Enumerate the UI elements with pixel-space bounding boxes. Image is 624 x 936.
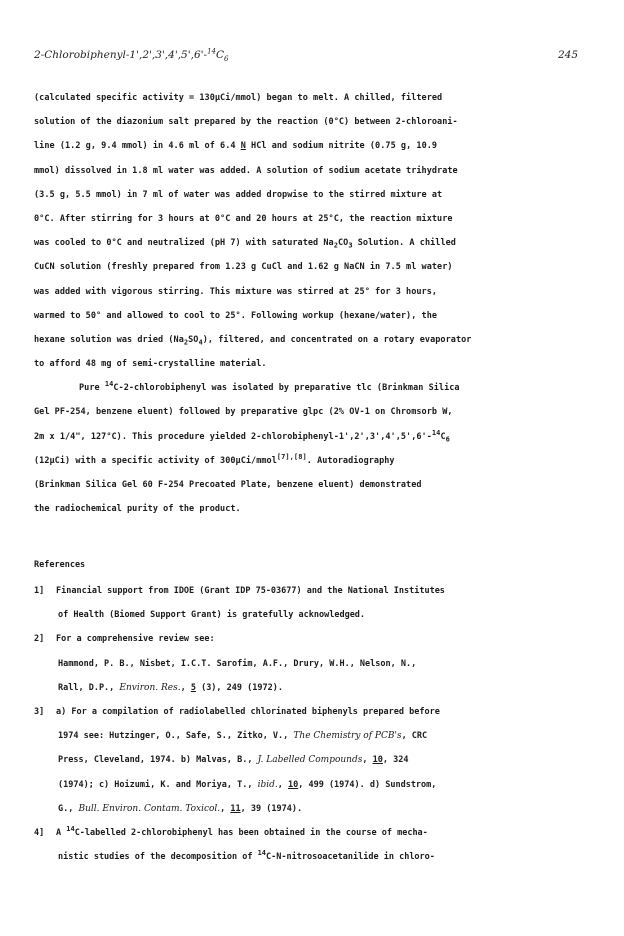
reference-line: (1974); c) Hoizumi, K. and Moriya, T., ibid., 10, 499 (1974). d) Sundstrom, <box>58 779 437 790</box>
reference-line: G., Bull. Environ. Contam. Toxicol., 11, 39 (1974). <box>58 803 303 814</box>
references-heading: References <box>34 560 86 570</box>
text-line: (calculated specific activity = 130μCi/mmol) began to melt. A chilled, filtered <box>34 93 443 103</box>
text-line: was added with vigorous stirring. This mixture was stirred at 25° for 3 hours, <box>34 286 438 297</box>
text-line: (Brinkman Silica Gel 60 F-254 Precoated Plate, benzene eluent) demonstrated <box>34 480 422 490</box>
reference-item: 1] Financial support from IDOE (Grant IDP 75-03677) and the National Institutes <box>34 586 445 596</box>
reference-line: Press, Cleveland, 1974. b) Malvas, B., J. Labelled Compounds, 10, 324 <box>58 755 409 766</box>
text-line: (3.5 g, 5.5 mmol) in 7 ml of water was added dropwise to the stirred mixture at <box>34 189 443 200</box>
reference-line: Hammond, P. B., Nisbet, I.C.T. Sarofim, A.F., Drury, W.H., Nelson, N., <box>58 658 417 669</box>
references-section <box>34 560 594 876</box>
text-line: was cooled to 0°C and neutralized (pH 7) with saturated $Na_2CO_3$ Solution. A chilled <box>34 238 456 250</box>
body-text <box>34 93 594 528</box>
reference-item: 2] For a comprehensive review see: <box>34 634 215 645</box>
text-line: CuCN solution (freshly prepared from 1.23 g CuCl and 1.62 g NaCN in 7.5 ml water) <box>34 262 453 273</box>
text-line: Pure $^{14}$C-2-chlorobiphenyl was isolated by preparative tlc (Brinkman Silica <box>79 380 460 394</box>
text-line: (12μCi) with a specific activity of 300μCi/mmol[7],[8]. Autoradiography <box>34 452 395 466</box>
text-line: to afford 48 mg of semi-crystalline material. <box>34 359 267 370</box>
reference-line: Rall, D.P., Environ. Res., 5 (3), 249 (1972). <box>58 682 283 693</box>
text-line: solution of the diazonium salt prepared by the reaction (0°C) between 2-chloroani- <box>34 117 458 128</box>
text-line: 2m x 1/4", 127°C). This procedure yielded $2-chlorobiphenyl-1',2',3',4',5',6'-^{14}C_6$ <box>34 428 450 444</box>
reference-line: nistic studies of the decomposition of $^{14}$C-N-nitrosoacetanilide in chloro- <box>58 849 435 863</box>
reference-line: of Health (Biomed Support Grant) is gratefully acknowledged. <box>58 610 366 621</box>
text-line: line (1.2 g, 9.4 mmol) in 4.6 ml of 6.4 N HCl and sodium nitrite (0.75 g, 10.9 <box>34 141 438 152</box>
text-line: the radiochemical purity of the product. <box>34 504 241 515</box>
reference-line: 1974 see: Hutzinger, O., Safe, S., Zitko, V., The Chemistry of PCB's, CRC <box>58 731 428 742</box>
text-line: warmed to 50° and allowed to cool to 25°. Following workup (hexane/water), the <box>34 310 438 321</box>
text-line: Gel PF-254, benzene eluent) followed by preparative glpc (2% OV-1 on Chromsorb W, <box>34 407 453 418</box>
running-title: $2-Chlorobiphenyl-1',2',3',4',5',6'-^{14}C_6$ <box>34 47 229 64</box>
page-number: 245 <box>557 49 578 61</box>
reference-item: 4] A $^{14}$C-labelled 2-chlorobiphenyl has been obtained in the course of mecha- <box>34 825 428 838</box>
reference-item: 3] a) For a compilation of radiolabelled chlorinated biphenyls prepared before <box>34 706 440 717</box>
running-header <box>34 40 578 62</box>
text-line: 0°C. After stirring for 3 hours at 0°C and 20 hours at 25°C, the reaction mixture <box>34 213 453 224</box>
text-line: mmol) dissolved in 1.8 ml water was added. A solution of sodium acetate trihydrate <box>34 165 458 176</box>
text-line: hexane solution was dried $(Na_2SO_4)$, filtered, and concentrated on a rotary evaporator <box>34 334 472 347</box>
